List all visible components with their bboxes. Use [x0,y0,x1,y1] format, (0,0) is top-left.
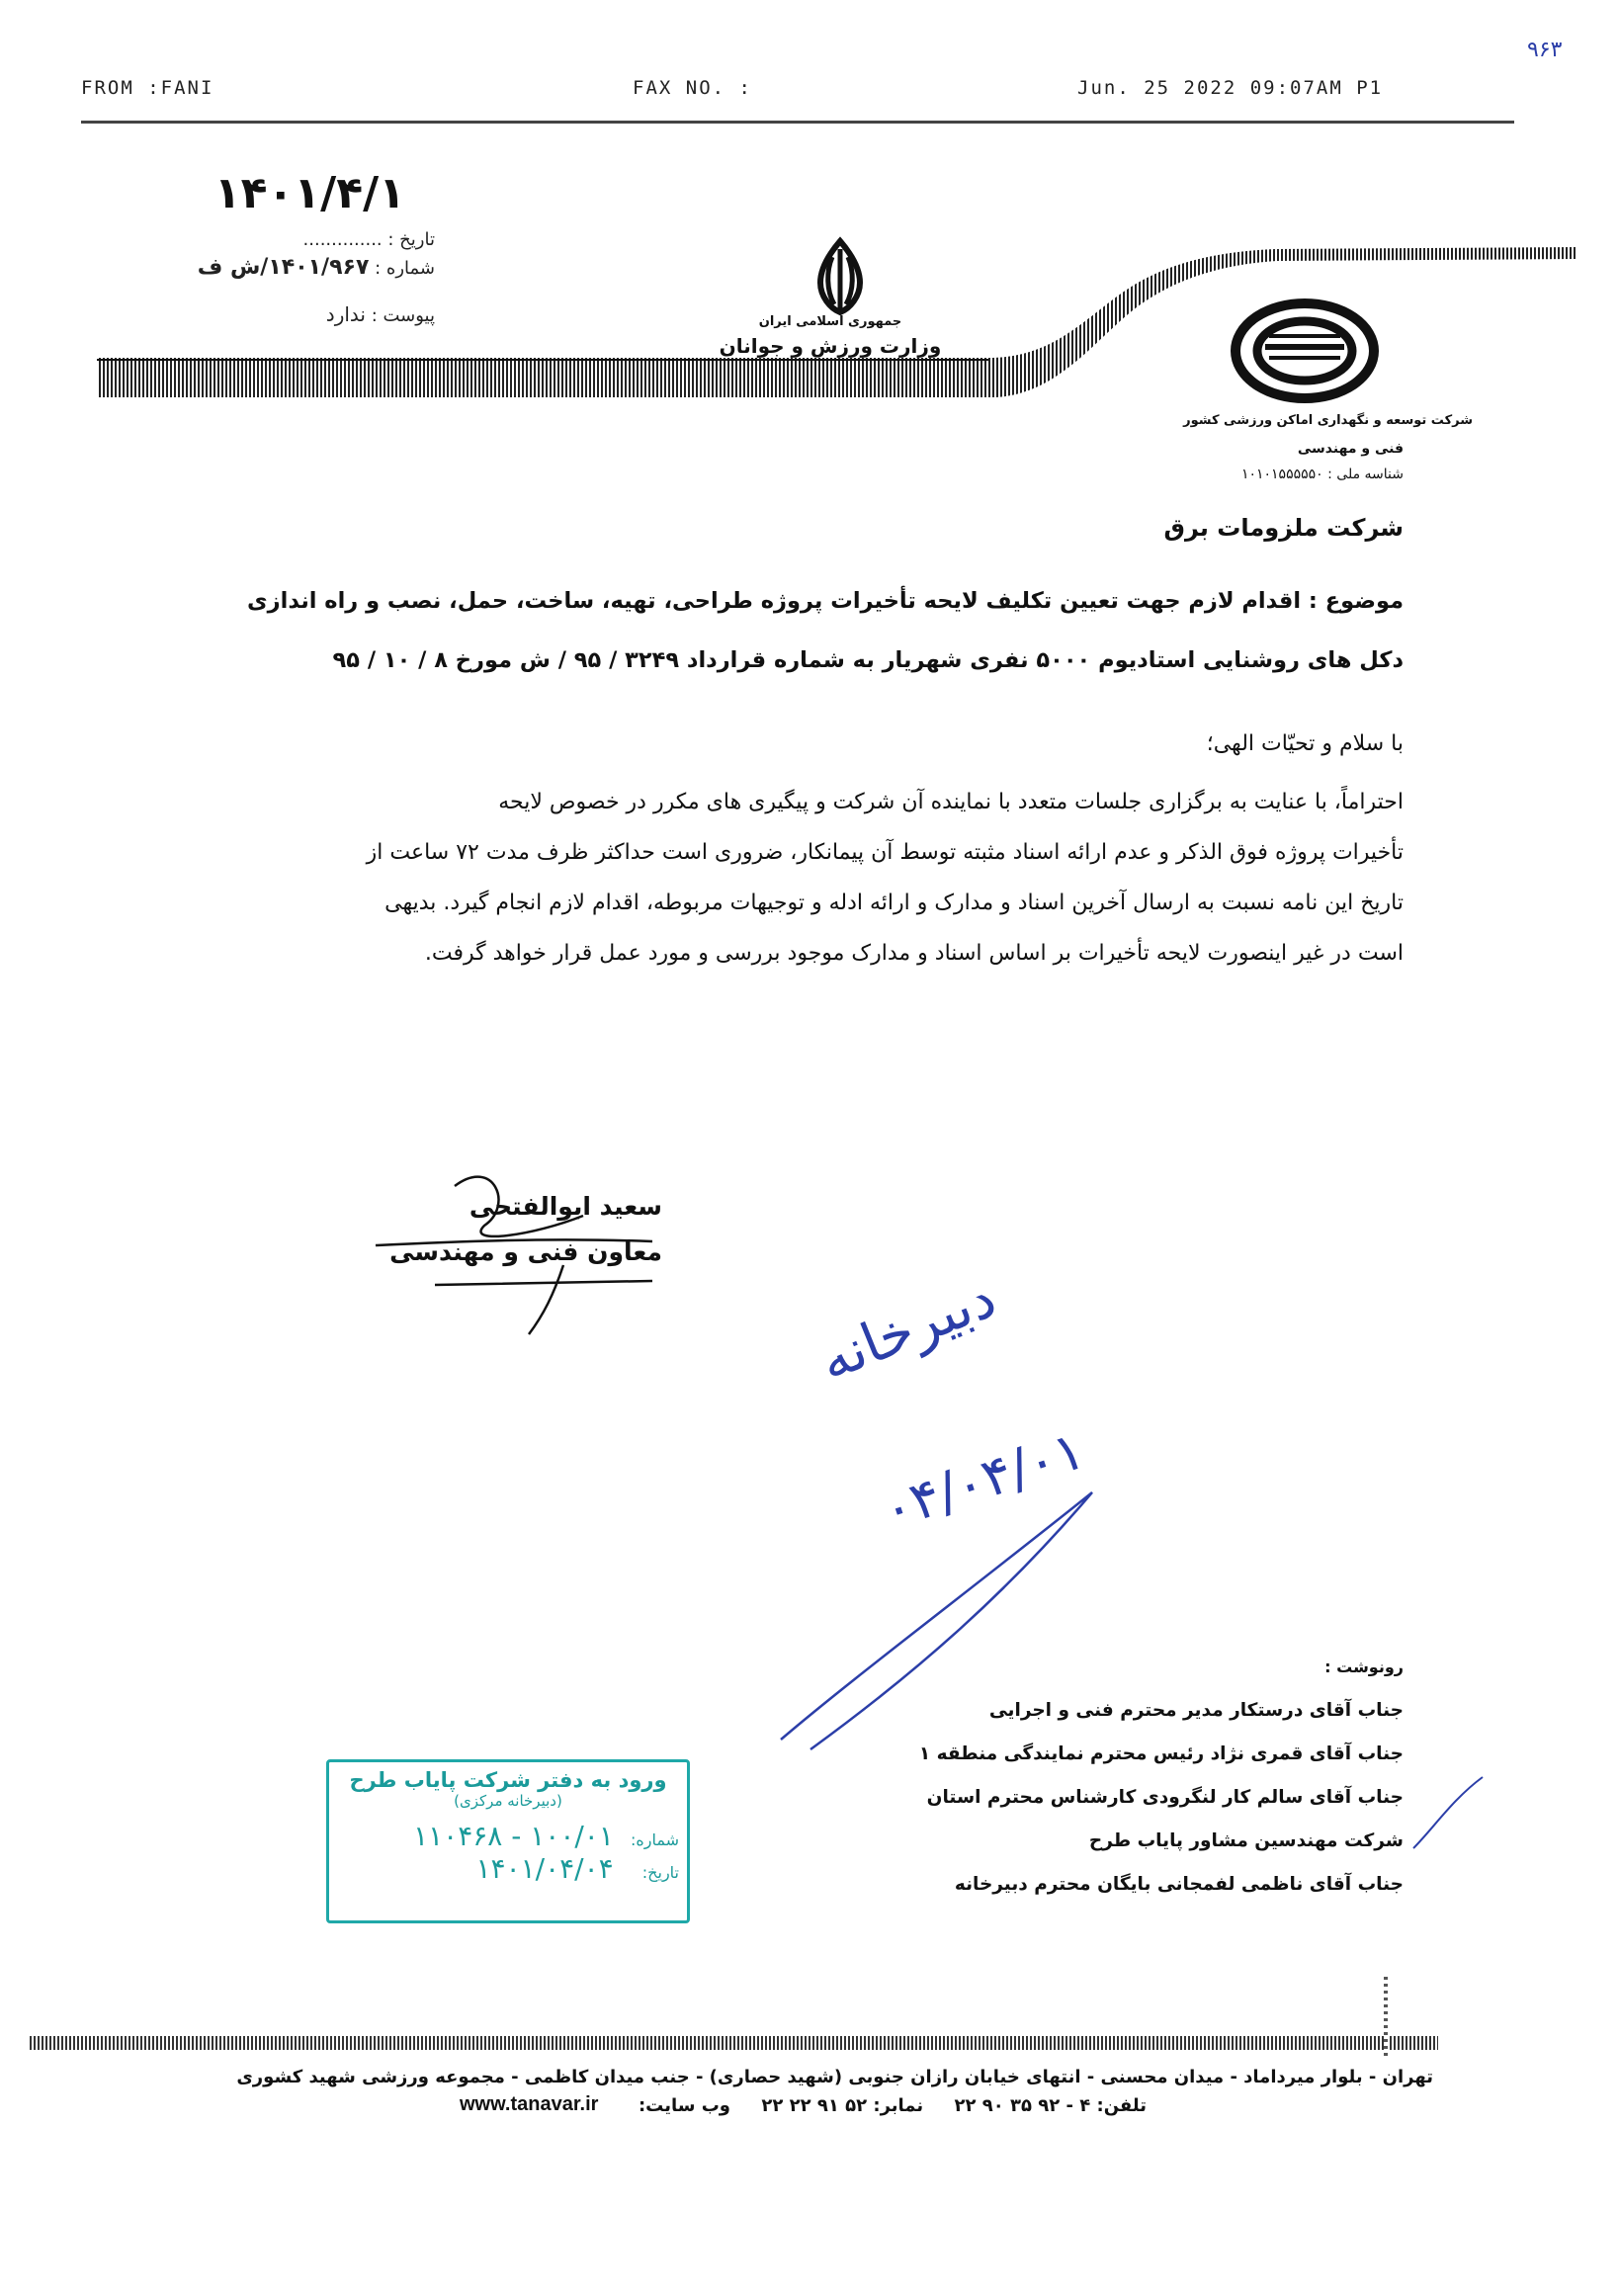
date-row: تاریخ : .............. [302,229,435,250]
footer-band [30,2036,1438,2050]
stamp-number-value: ۱۰۰/۰۱ - ۱۱۰۴۶۸ [413,1820,614,1852]
signature-scribble [356,1147,672,1344]
fax-from: FROM :FANI [81,77,214,99]
body-line: تاریخ این نامه نسبت به ارسال آخرین اسناد و مدارک و ارائه ادله و توجیهات مربوطه، اقدام لازم انجام گیرد. بدیهی [384,891,1404,915]
company-dept: فنی و مهندسی [1297,441,1404,457]
number-label: شماره : [375,258,435,279]
fax-number: FAX NO. : [633,77,752,99]
cc-item: جناب آقای قمری نژاد رئیس محترم نمایندگی منطقه ۱ [918,1743,1404,1764]
stamp-date-value: ۱۴۰۱/۰۴/۰۴ [475,1852,614,1885]
company-name: شرکت توسعه و نگهداری اماکن ورزشی کشور [1183,413,1473,428]
greeting: با سلام و تحیّات الهی؛ [1206,731,1404,756]
number-value: ۱۴۰۱/۹۶۷/ش ف [197,255,370,280]
stamp-date-row [329,1852,687,1885]
footer-address [188,2061,1433,2094]
stamp-title: ورود به دفتر شرکت پایاب طرح [349,1768,667,1792]
cc-pen-mark [1404,1769,1492,1858]
handwritten-note-line2: ۰۴/۰۴/۰۱ [875,1417,1092,1542]
stamp-number-label: شماره: [630,1830,679,1849]
signatory-name: سعید ابوالفتحی [469,1192,662,1221]
letter-body [247,777,1404,978]
attachment-label: پیوست : [371,305,435,326]
date-handwritten: ۱۴۰۱/۴/۱ [213,168,405,218]
received-stamp [326,1759,690,1923]
company-national-id: شناسه ملی : ۱۰۱۰۱۵۵۵۵۵۰ [1240,467,1404,482]
stamp-date-label: تاریخ: [641,1863,679,1882]
signatory-title: معاون فنی و مهندسی [389,1237,662,1266]
cc-label: رونوشت : [1324,1658,1404,1676]
ministry-line1: جمهوری اسلامی ایران [758,314,902,329]
cc-item: جناب آقای سالم کار لنگرودی کارشناس محترم استان [926,1787,1404,1808]
cc-item: شرکت مهندسین مشاور پایاب طرح [1088,1830,1404,1851]
fax-datetime: Jun. 25 2022 09:07AM P1 [1077,77,1384,99]
recipient: شرکت ملزومات برق [1163,514,1404,542]
footer-dotted-mark [1384,1977,1388,2056]
footer-fax: نمابر: ۵۲ ۹۱ ۲۲ ۲۲ [761,2095,924,2116]
company-logo-icon [1226,297,1384,405]
cc-item: جناب آقای درستکار مدیر محترم فنی و اجرایی [988,1700,1404,1721]
body-line: است در غیر اینصورت لایحه تأخیرات بر اساس اسناد و مدارک موجود بررسی و مورد عمل قرار خواهد گرفت. [424,941,1404,966]
subject [237,571,1404,690]
footer-phone: تلفن: ۴ - ۹۲ ۳۵ ۹۰ ۲۲ [954,2095,1147,2116]
handwritten-note-line1: دبیرخانه [810,1265,1005,1395]
footer-website-label: وب سایت: [638,2095,730,2116]
date-label: تاریخ : [387,229,435,250]
subject-line: موضوع : اقدام لازم جهت تعیین تکلیف لایحه تأخیرات پروژه طراحی، تهیه، ساخت، حمل، نصب و راه اندازی [247,588,1404,614]
stamp-number-row [329,1820,687,1852]
body-line: تأخیرات پروژه فوق الذکر و عدم ارائه اسناد مثبته توسط آن پیمانکار، ضروری است حداکثر ظرف مدت ۷۲ ساعت از [366,840,1404,865]
footer-address-line: تهران - بلوار میرداماد - میدان محسنی - انتهای خیابان رازان جنوبی (شهید حصاری) - جنب میدان کاظمی - مجموعه ورزشی شهید کشوری [236,2067,1433,2087]
subject-line: دکل های روشنایی استادیوم ۵۰۰۰ نفری شهریار به شماره قرارداد ۳۲۴۹ / ۹۵ / ش مورخ ۸ / ۱۰ / ۹۵ [332,647,1404,673]
cc-item: جناب آقای ناظمی لفمجانی بایگان محترم دبیرخانه [954,1874,1404,1895]
stamp-subtitle: (دبیرخانه مرکزی) [454,1792,562,1810]
corner-note: ۹۶۳ [1527,38,1563,62]
ministry-line2: وزارت ورزش و جوانان [719,334,942,358]
body-line: احتراماً، با عنایت به برگزاری جلسات متعدد با نماینده آن شرکت و پیگیری های مکرر در خصوص لایحه [498,790,1404,814]
footer-website-link[interactable]: www.tanavar.ir [460,2093,599,2115]
attachment-value: ندارد [325,302,366,326]
cc-list [810,1646,1404,1907]
